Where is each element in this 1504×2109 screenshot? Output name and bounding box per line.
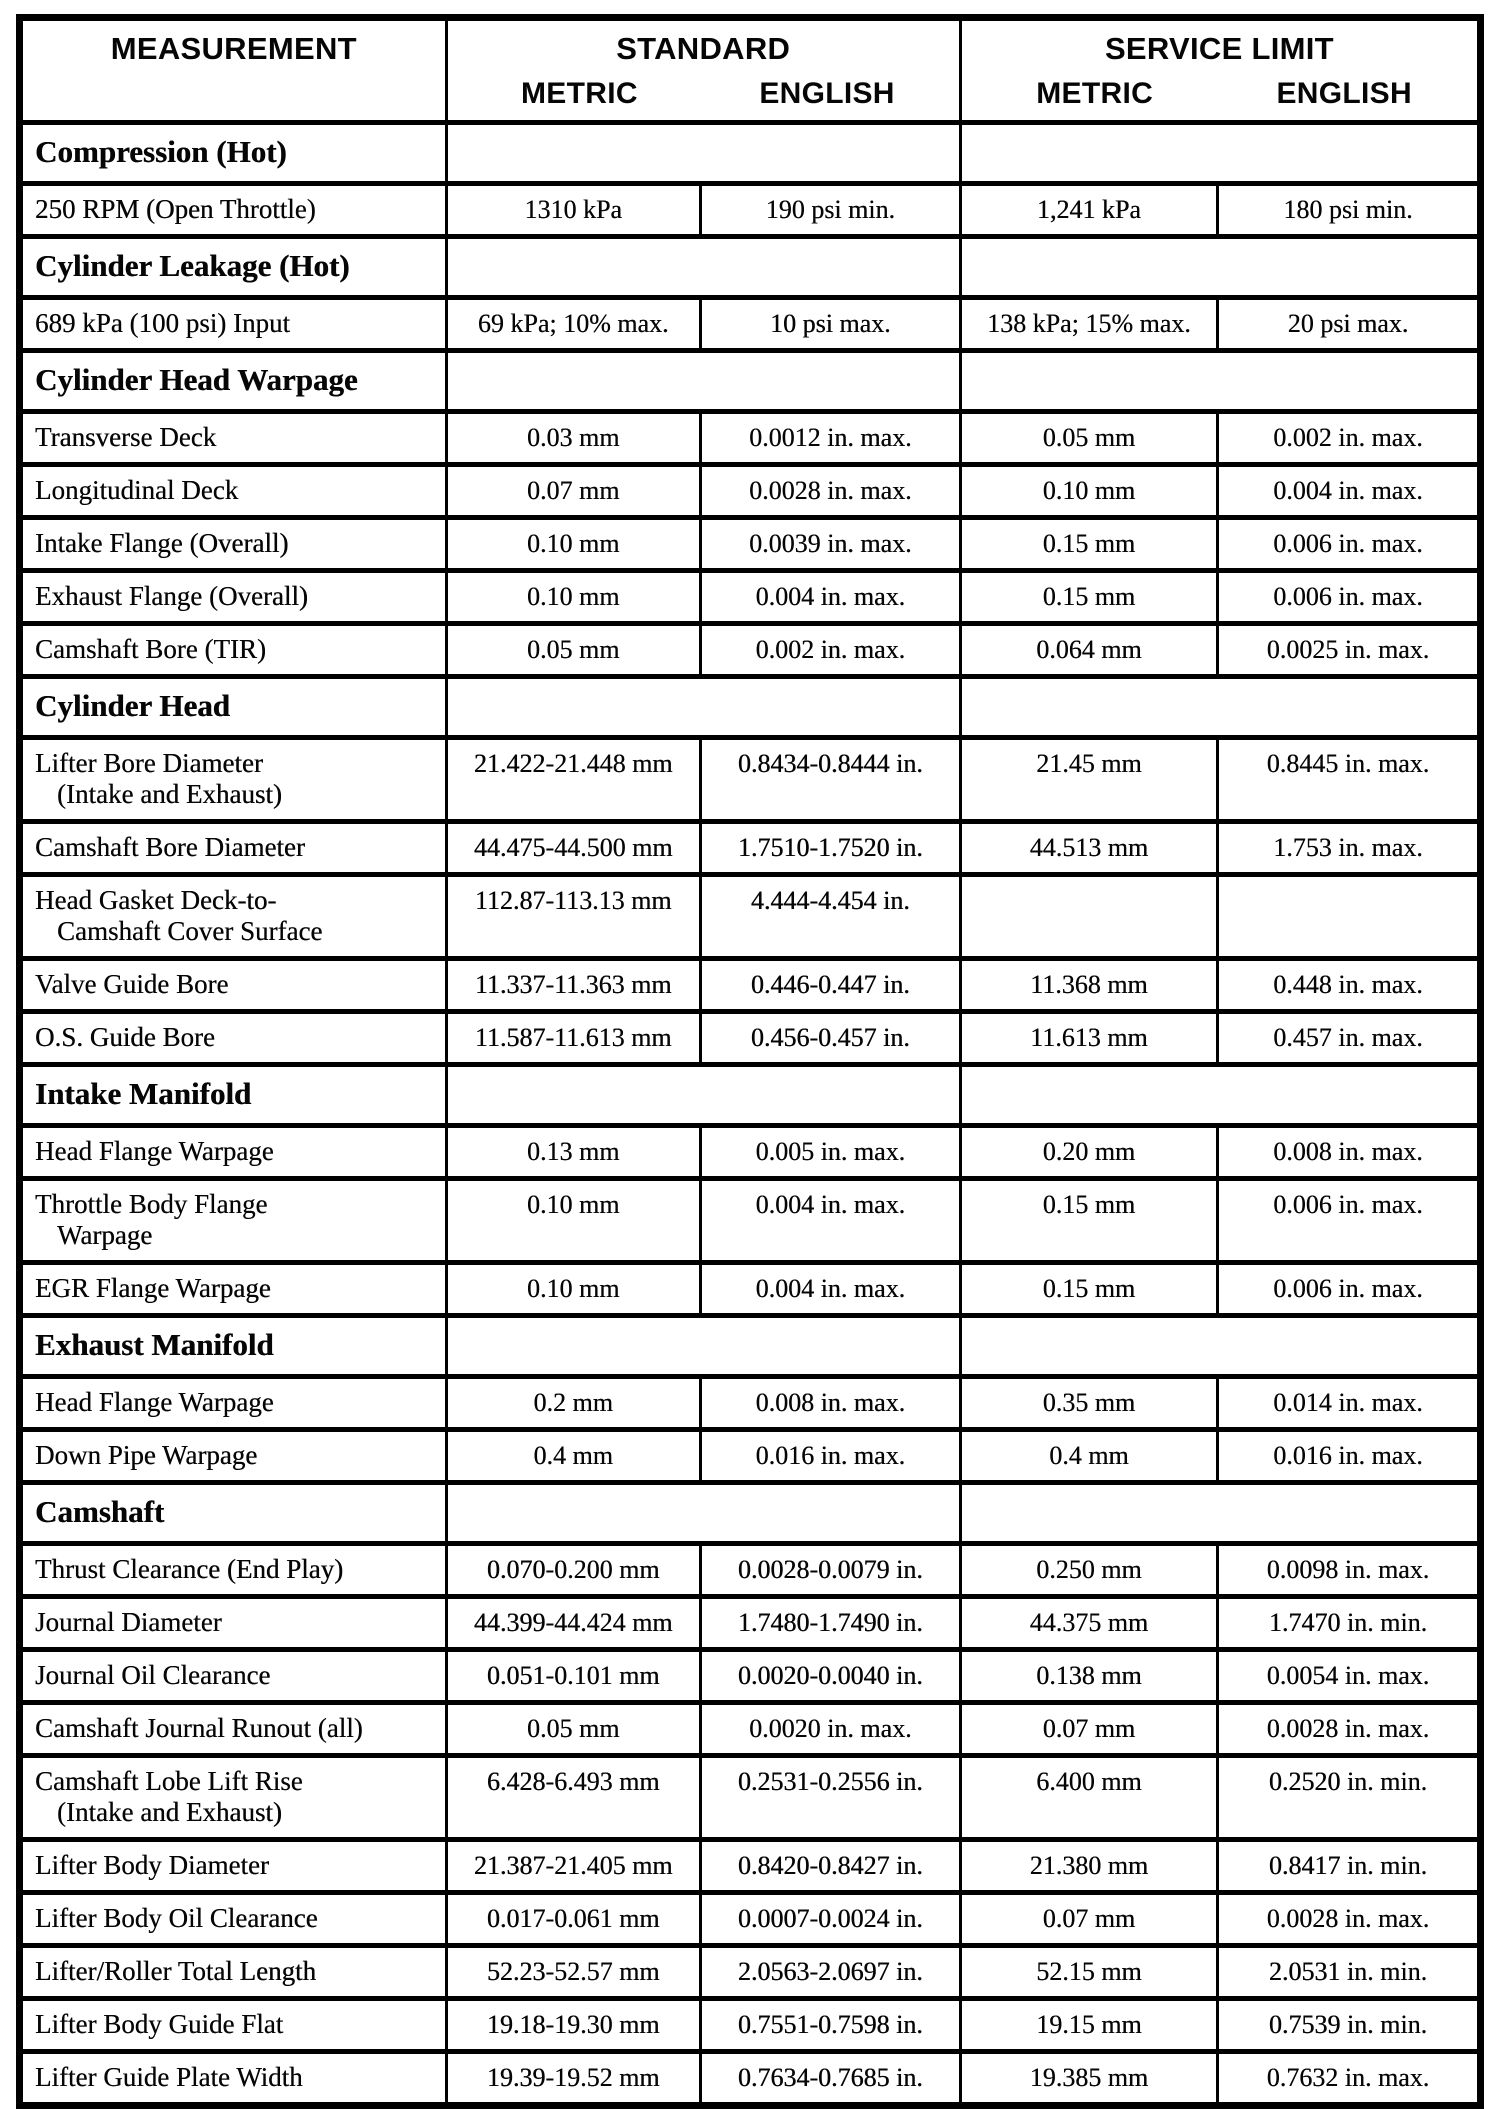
service-metric-value: 0.20 mm [960,1126,1217,1179]
standard-english-value: 0.7634-0.7685 in. [700,2052,960,2106]
spec-row [20,875,1481,959]
measurement-label [20,1263,447,1316]
spec-row [20,1430,1481,1483]
standard-english-value: 0.2531-0.2556 in. [700,1756,960,1840]
standard-english-value: 0.0039 in. max. [700,518,960,571]
measurement-label [20,412,447,465]
service-metric-value: 0.05 mm [960,412,1217,465]
standard-header-label: STANDARD [616,31,791,66]
service-metric-value: 19.385 mm [960,2052,1217,2106]
standard-english-value: 0.8420-0.8427 in. [700,1840,960,1893]
standard-metric-value: 19.18-19.30 mm [446,1999,700,2052]
standard-metric-value: 44.475-44.500 mm [446,822,700,875]
standard-metric-value: 0.05 mm [446,624,700,677]
standard-english-value: 0.0028-0.0079 in. [700,1544,960,1597]
spec-row [20,1126,1481,1179]
service-english-value: 0.004 in. max. [1217,465,1480,518]
service-metric-value: 11.368 mm [960,959,1217,1012]
service-english-value: 0.006 in. max. [1217,571,1480,624]
measurement-label [20,1179,447,1263]
section-standard-spacer [446,1316,960,1377]
standard-metric-value: 0.10 mm [446,1263,700,1316]
spec-row [20,2052,1481,2106]
spec-row [20,1946,1481,1999]
measurement-label [20,875,447,959]
standard-english-subheader: ENGLISH [759,77,895,110]
measurement-label-line1: Camshaft Lobe Lift Rise [35,1766,303,1796]
spec-row [20,624,1481,677]
spec-row [20,571,1481,624]
spec-row [20,1893,1481,1946]
section-service-spacer [960,1316,1480,1377]
service-english-value: 0.014 in. max. [1217,1377,1480,1430]
service-english-value: 0.8417 in. min. [1217,1840,1480,1893]
service-metric-value: 0.10 mm [960,465,1217,518]
measurement-label-line1: O.S. Guide Bore [35,1022,215,1052]
service-english-value: 0.016 in. max. [1217,1430,1480,1483]
section-service-spacer [960,1483,1480,1544]
section-standard-spacer [446,237,960,298]
spec-row [20,298,1481,351]
standard-metric-value: 21.387-21.405 mm [446,1840,700,1893]
engine-spec-table [16,14,1484,2109]
section-service-spacer [960,123,1480,184]
standard-english-value: 0.0020 in. max. [700,1703,960,1756]
standard-metric-value: 19.39-19.52 mm [446,2052,700,2106]
service-english-value: 2.0531 in. min. [1217,1946,1480,1999]
section-row [20,123,1481,184]
measurement-label [20,465,447,518]
measurement-label-line1: Lifter Body Guide Flat [35,2009,284,2039]
standard-metric-value: 0.10 mm [446,1179,700,1263]
measurement-label [20,738,447,822]
service-metric-value: 0.15 mm [960,1263,1217,1316]
measurement-label-line1: Camshaft Journal Runout (all) [35,1713,363,1743]
standard-subheaders [456,76,951,112]
service-limit-header-label: SERVICE LIMIT [1104,31,1334,66]
standard-metric-value: 0.10 mm [446,571,700,624]
service-english-value: 0.006 in. max. [1217,1263,1480,1316]
service-metric-value: 6.400 mm [960,1756,1217,1840]
measurement-label-line1: 689 kPa (100 psi) Input [35,308,290,338]
spec-table-header [20,18,1481,123]
standard-metric-value: 0.017-0.061 mm [446,1893,700,1946]
measurement-label-line2: Warpage [57,1220,153,1250]
spec-row [20,1179,1481,1263]
standard-english-value: 0.016 in. max. [700,1430,960,1483]
standard-english-value: 190 psi min. [700,184,960,237]
standard-english-value: 1.7480-1.7490 in. [700,1597,960,1650]
standard-metric-value: 21.422-21.448 mm [446,738,700,822]
measurement-label-line1: Down Pipe Warpage [35,1440,258,1470]
section-standard-spacer [446,677,960,738]
standard-english-value: 0.8434-0.8444 in. [700,738,960,822]
service-english-value: 0.448 in. max. [1217,959,1480,1012]
section-service-spacer [960,1065,1480,1126]
standard-metric-value: 11.587-11.613 mm [446,1012,700,1065]
service-metric-value: 0.4 mm [960,1430,1217,1483]
measurement-label [20,1703,447,1756]
standard-metric-value: 112.87-113.13 mm [446,875,700,959]
measurement-label-line1: Thrust Clearance (End Play) [35,1554,344,1584]
measurement-label-line1: Exhaust Flange (Overall) [35,581,308,611]
service-metric-value: 44.375 mm [960,1597,1217,1650]
section-title: Cylinder Leakage (Hot) [20,237,447,298]
section-standard-spacer [446,351,960,412]
service-subheaders [970,76,1469,112]
service-metric-value [960,875,1217,959]
service-metric-value: 0.15 mm [960,571,1217,624]
service-english-value: 0.2520 in. min. [1217,1756,1480,1840]
section-service-spacer [960,351,1480,412]
measurement-label [20,1126,447,1179]
service-english-value: 0.0054 in. max. [1217,1650,1480,1703]
measurement-label [20,1946,447,1999]
section-standard-spacer [446,1483,960,1544]
measurement-label-line1: Throttle Body Flange [35,1189,268,1219]
measurement-label [20,1597,447,1650]
service-metric-value: 0.35 mm [960,1377,1217,1430]
measurement-label-line1: Camshaft Bore Diameter [35,832,305,862]
standard-metric-value: 0.2 mm [446,1377,700,1430]
spec-row [20,1263,1481,1316]
spec-row [20,1999,1481,2052]
standard-english-value: 4.444-4.454 in. [700,875,960,959]
measurement-label-line1: Valve Guide Bore [35,969,229,999]
standard-english-value: 0.7551-0.7598 in. [700,1999,960,2052]
spec-row [20,1012,1481,1065]
measurement-label [20,1999,447,2052]
section-row [20,1316,1481,1377]
spec-row [20,1703,1481,1756]
service-metric-value: 19.15 mm [960,1999,1217,2052]
standard-metric-subheader: METRIC [521,77,638,110]
standard-metric-value: 1310 kPa [446,184,700,237]
spec-row [20,1840,1481,1893]
service-english-subheader: ENGLISH [1276,77,1412,110]
service-metric-value: 0.138 mm [960,1650,1217,1703]
spec-row [20,518,1481,571]
service-english-value: 1.7470 in. min. [1217,1597,1480,1650]
standard-english-value: 0.004 in. max. [700,571,960,624]
measurement-label [20,1012,447,1065]
service-english-value: 0.006 in. max. [1217,518,1480,571]
service-english-value: 0.457 in. max. [1217,1012,1480,1065]
spec-row [20,738,1481,822]
service-english-value: 0.7632 in. max. [1217,2052,1480,2106]
standard-metric-value: 0.070-0.200 mm [446,1544,700,1597]
service-metric-value: 11.613 mm [960,1012,1217,1065]
standard-metric-value: 0.4 mm [446,1430,700,1483]
standard-english-value: 0.004 in. max. [700,1263,960,1316]
service-metric-subheader: METRIC [1036,77,1154,110]
section-title: Camshaft [20,1483,447,1544]
section-row [20,351,1481,412]
measurement-label [20,571,447,624]
standard-english-value: 0.005 in. max. [700,1126,960,1179]
section-service-spacer [960,237,1480,298]
measurement-label [20,624,447,677]
standard-metric-value: 0.03 mm [446,412,700,465]
service-metric-value: 21.380 mm [960,1840,1217,1893]
service-english-value: 0.008 in. max. [1217,1126,1480,1179]
section-row [20,237,1481,298]
measurement-label-line2: (Intake and Exhaust) [57,1797,282,1827]
measurement-label [20,298,447,351]
standard-english-value: 0.0012 in. max. [700,412,960,465]
standard-english-value: 1.7510-1.7520 in. [700,822,960,875]
measurement-label-line1: Longitudinal Deck [35,475,239,505]
standard-metric-value: 44.399-44.424 mm [446,1597,700,1650]
standard-english-value: 0.004 in. max. [700,1179,960,1263]
standard-metric-value: 0.10 mm [446,518,700,571]
spec-row [20,1756,1481,1840]
spec-row [20,184,1481,237]
measurement-label-line1: Camshaft Bore (TIR) [35,634,266,664]
standard-english-value: 0.002 in. max. [700,624,960,677]
standard-english-value: 10 psi max. [700,298,960,351]
service-metric-value: 0.064 mm [960,624,1217,677]
spec-row [20,1377,1481,1430]
section-standard-spacer [446,1065,960,1126]
service-english-value: 1.753 in. max. [1217,822,1480,875]
service-english-value: 0.8445 in. max. [1217,738,1480,822]
measurement-label-line2: (Intake and Exhaust) [57,779,282,809]
section-title: Intake Manifold [20,1065,447,1126]
service-english-value: 0.0025 in. max. [1217,624,1480,677]
measurement-label [20,1893,447,1946]
spec-row [20,1597,1481,1650]
spec-row [20,959,1481,1012]
service-english-value: 0.7539 in. min. [1217,1999,1480,2052]
spec-row [20,412,1481,465]
section-title: Compression (Hot) [20,123,447,184]
spec-table-body [20,123,1481,2106]
measurement-label [20,1544,447,1597]
service-metric-value: 0.15 mm [960,1179,1217,1263]
measurement-label-line1: Intake Flange (Overall) [35,528,289,558]
service-english-value: 0.0028 in. max. [1217,1893,1480,1946]
service-metric-value: 0.07 mm [960,1703,1217,1756]
measurement-label [20,1650,447,1703]
standard-english-value: 2.0563-2.0697 in. [700,1946,960,1999]
service-metric-value: 0.250 mm [960,1544,1217,1597]
measurement-label-line1: Journal Oil Clearance [35,1660,271,1690]
measurement-label-line1: Lifter Body Diameter [35,1850,269,1880]
spec-row [20,1544,1481,1597]
measurement-label-line1: Head Gasket Deck-to- [35,885,277,915]
service-english-value: 20 psi max. [1217,298,1480,351]
measurement-header-label: MEASUREMENT [110,31,357,66]
service-metric-value: 21.45 mm [960,738,1217,822]
measurement-label-line1: Head Flange Warpage [35,1387,274,1417]
measurement-label [20,184,447,237]
measurement-label-line1: Lifter/Roller Total Length [35,1956,317,1986]
service-english-value: 180 psi min. [1217,184,1480,237]
measurement-label [20,518,447,571]
standard-metric-value: 52.23-52.57 mm [446,1946,700,1999]
section-standard-spacer [446,123,960,184]
measurement-label [20,1377,447,1430]
column-header-measurement [20,18,447,123]
spec-row [20,822,1481,875]
measurement-label [20,1430,447,1483]
section-row [20,1065,1481,1126]
spec-row [20,1650,1481,1703]
service-metric-value: 0.15 mm [960,518,1217,571]
service-english-value: 0.0098 in. max. [1217,1544,1480,1597]
service-english-value: 0.0028 in. max. [1217,1703,1480,1756]
standard-metric-value: 0.13 mm [446,1126,700,1179]
standard-english-value: 0.0020-0.0040 in. [700,1650,960,1703]
measurement-label [20,1840,447,1893]
measurement-label-line1: Lifter Body Oil Clearance [35,1903,318,1933]
standard-english-value: 0.446-0.447 in. [700,959,960,1012]
service-english-value [1217,875,1480,959]
service-metric-value: 52.15 mm [960,1946,1217,1999]
service-english-value: 0.006 in. max. [1217,1179,1480,1263]
section-row [20,677,1481,738]
service-english-value: 0.002 in. max. [1217,412,1480,465]
measurement-label-line1: Head Flange Warpage [35,1136,274,1166]
section-title: Cylinder Head Warpage [20,351,447,412]
standard-english-value: 0.0007-0.0024 in. [700,1893,960,1946]
standard-metric-value: 69 kPa; 10% max. [446,298,700,351]
measurement-label [20,2052,447,2106]
measurement-label [20,959,447,1012]
measurement-label-line2: Camshaft Cover Surface [57,916,323,946]
measurement-label [20,822,447,875]
service-metric-value: 0.07 mm [960,1893,1217,1946]
measurement-label-line1: EGR Flange Warpage [35,1273,271,1303]
section-row [20,1483,1481,1544]
service-metric-value: 44.513 mm [960,822,1217,875]
section-service-spacer [960,677,1480,738]
measurement-label-line1: Journal Diameter [35,1607,222,1637]
section-title: Cylinder Head [20,677,447,738]
measurement-label-line1: Transverse Deck [35,422,217,452]
standard-metric-value: 0.051-0.101 mm [446,1650,700,1703]
standard-english-value: 0.008 in. max. [700,1377,960,1430]
service-metric-value: 1,241 kPa [960,184,1217,237]
section-title: Exhaust Manifold [20,1316,447,1377]
standard-metric-value: 6.428-6.493 mm [446,1756,700,1840]
measurement-label-line1: 250 RPM (Open Throttle) [35,194,316,224]
standard-metric-value: 0.05 mm [446,1703,700,1756]
standard-metric-value: 0.07 mm [446,465,700,518]
column-header-service-limit [960,18,1480,123]
spec-row [20,465,1481,518]
service-metric-value: 138 kPa; 15% max. [960,298,1217,351]
standard-english-value: 0.456-0.457 in. [700,1012,960,1065]
column-header-standard [446,18,960,123]
measurement-label-line1: Lifter Guide Plate Width [35,2062,303,2092]
header-row [20,18,1481,123]
standard-english-value: 0.0028 in. max. [700,465,960,518]
standard-metric-value: 11.337-11.363 mm [446,959,700,1012]
measurement-label-line1: Lifter Bore Diameter [35,748,263,778]
measurement-label [20,1756,447,1840]
